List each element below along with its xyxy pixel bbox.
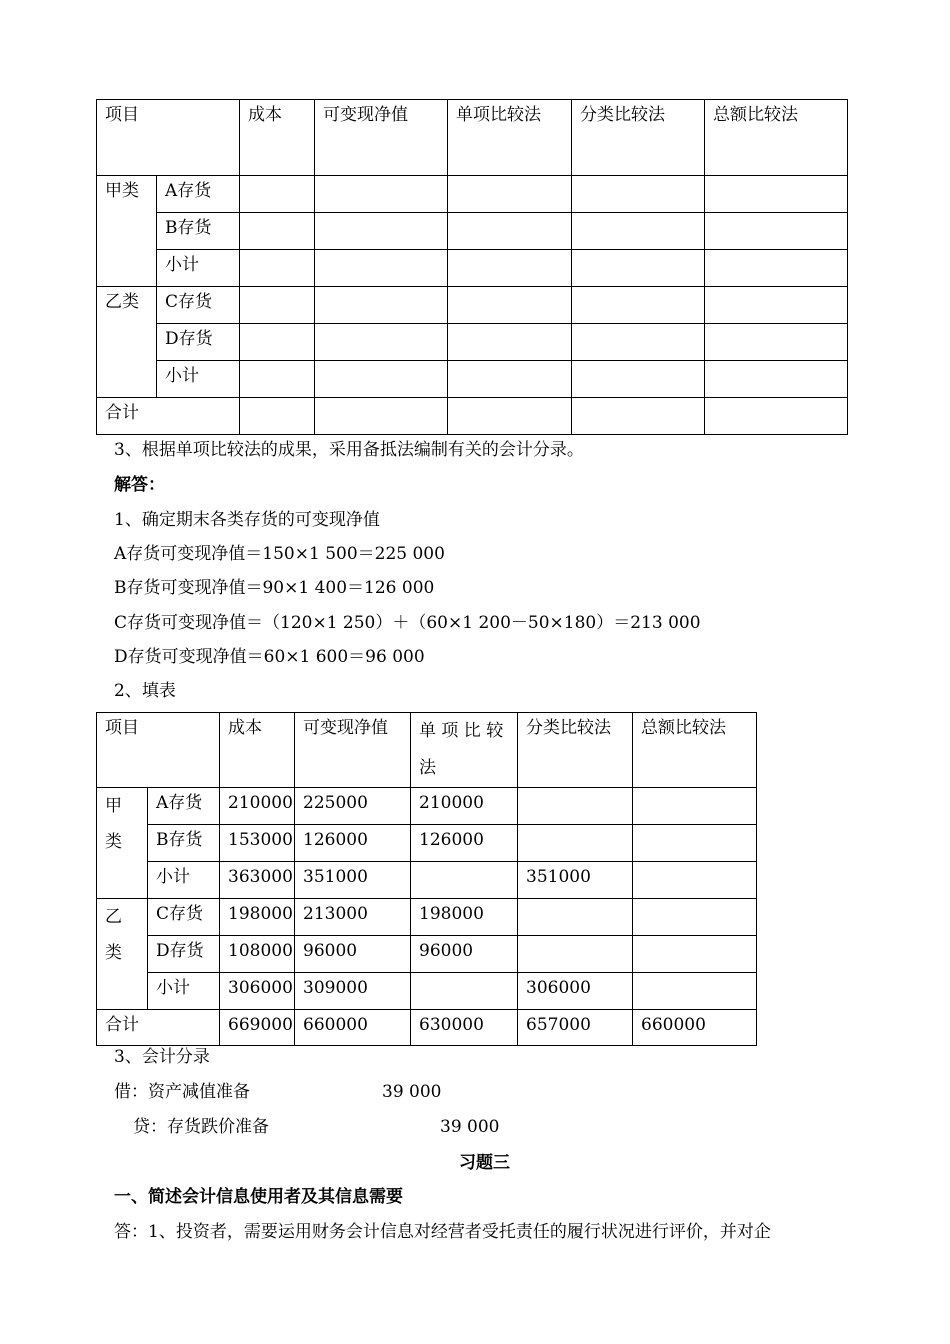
category-method-cell: 351000 bbox=[518, 862, 633, 899]
category-method-cell: 657000 bbox=[518, 1010, 633, 1046]
row-item-label: C存货 bbox=[157, 287, 240, 324]
table-cell bbox=[705, 287, 848, 324]
credit-amount: 39 000 bbox=[440, 1117, 500, 1137]
group-yi-label: 乙类 bbox=[97, 287, 157, 398]
table-cell bbox=[448, 398, 572, 435]
header-category-method: 分类比较法 bbox=[518, 713, 633, 788]
inventory-table-filled bbox=[96, 712, 757, 1046]
table-cell bbox=[572, 213, 705, 250]
total-method-cell bbox=[633, 973, 757, 1010]
table-cell bbox=[448, 213, 572, 250]
table-cell bbox=[240, 361, 315, 398]
table-cell bbox=[705, 398, 848, 435]
category-method-cell: 306000 bbox=[518, 973, 633, 1010]
header-single-method-line2: 法 bbox=[419, 758, 436, 778]
header-nrv: 可变现净值 bbox=[315, 100, 448, 176]
total-method-cell: 660000 bbox=[633, 1010, 757, 1046]
row-item-label: C存货 bbox=[148, 899, 220, 936]
group-label-char: 类 bbox=[105, 832, 122, 852]
nrv-cell: 351000 bbox=[295, 862, 411, 899]
row-item-label: 小计 bbox=[157, 250, 240, 287]
group-jia-label bbox=[97, 788, 148, 899]
nrv-cell: 660000 bbox=[295, 1010, 411, 1046]
table-cell bbox=[572, 176, 705, 213]
table-cell bbox=[315, 398, 448, 435]
table-cell bbox=[705, 250, 848, 287]
header-total-method: 总额比较法 bbox=[633, 713, 757, 788]
table-cell bbox=[572, 287, 705, 324]
total-method-cell bbox=[633, 788, 757, 825]
question-3-text: 3、根据单项比较法的成果，采用备抵法编制有关的会计分录。 bbox=[114, 440, 584, 460]
nrv-cell: 126000 bbox=[295, 825, 411, 862]
single-method-cell bbox=[411, 973, 518, 1010]
table-cell bbox=[240, 324, 315, 361]
table-cell bbox=[240, 398, 315, 435]
cost-cell: 363000 bbox=[220, 862, 295, 899]
row-item-label: 小计 bbox=[157, 361, 240, 398]
nrv-cell: 96000 bbox=[295, 936, 411, 973]
category-method-cell bbox=[518, 899, 633, 936]
group-yi-label bbox=[97, 899, 148, 1010]
c-inventory-nrv: C存货可变现净值＝（120×1 250）＋（60×1 200－50×180）＝213 000 bbox=[114, 613, 701, 633]
cost-cell: 153000 bbox=[220, 825, 295, 862]
row-item-label: A存货 bbox=[157, 176, 240, 213]
header-item: 项目 bbox=[97, 100, 240, 176]
credit-label: 贷：存货跌价准备 bbox=[133, 1117, 269, 1137]
single-method-cell: 126000 bbox=[411, 825, 518, 862]
table-cell bbox=[240, 176, 315, 213]
b-inventory-nrv: B存货可变现净值＝90×1 400＝126 000 bbox=[114, 578, 435, 598]
row-item-label: 小计 bbox=[148, 862, 220, 899]
step-3-text: 3、会计分录 bbox=[114, 1047, 210, 1067]
header-cost: 成本 bbox=[240, 100, 315, 176]
group-label-char: 类 bbox=[105, 943, 122, 963]
table-cell bbox=[240, 250, 315, 287]
single-method-cell: 210000 bbox=[411, 788, 518, 825]
a-inventory-nrv: A存货可变现净值＝150×1 500＝225 000 bbox=[114, 544, 445, 564]
cost-cell: 306000 bbox=[220, 973, 295, 1010]
nrv-cell: 309000 bbox=[295, 973, 411, 1010]
table-cell bbox=[705, 176, 848, 213]
table-cell bbox=[315, 213, 448, 250]
single-method-cell: 198000 bbox=[411, 899, 518, 936]
nrv-cell: 213000 bbox=[295, 899, 411, 936]
nrv-cell: 225000 bbox=[295, 788, 411, 825]
header-single-method-line1: 单 项 比 较 bbox=[419, 721, 504, 741]
table-cell bbox=[705, 213, 848, 250]
single-method-cell: 630000 bbox=[411, 1010, 518, 1046]
header-single-method bbox=[411, 713, 518, 788]
group-jia-label: 甲类 bbox=[97, 176, 157, 287]
category-method-cell bbox=[518, 825, 633, 862]
total-row-label: 合计 bbox=[97, 1010, 220, 1046]
cost-cell: 669000 bbox=[220, 1010, 295, 1046]
table-cell bbox=[448, 324, 572, 361]
group-label-char: 甲 bbox=[105, 796, 122, 816]
total-method-cell bbox=[633, 862, 757, 899]
total-method-cell bbox=[633, 825, 757, 862]
header-nrv: 可变现净值 bbox=[295, 713, 411, 788]
table-cell bbox=[448, 250, 572, 287]
cost-cell: 198000 bbox=[220, 899, 295, 936]
table-cell bbox=[315, 250, 448, 287]
question-1-answer: 答：1、投资者，需要运用财务会计信息对经营者受托责任的履行状况进行评价，并对企 bbox=[114, 1222, 771, 1242]
d-inventory-nrv: D存货可变现净值＝60×1 600＝96 000 bbox=[114, 647, 425, 667]
header-item: 项目 bbox=[97, 713, 220, 788]
table-cell bbox=[572, 324, 705, 361]
header-single-method: 单项比较法 bbox=[448, 100, 572, 176]
row-item-label: B存货 bbox=[157, 213, 240, 250]
total-method-cell bbox=[633, 899, 757, 936]
single-method-cell: 96000 bbox=[411, 936, 518, 973]
cost-cell: 210000 bbox=[220, 788, 295, 825]
table-cell bbox=[448, 287, 572, 324]
table-cell bbox=[448, 176, 572, 213]
row-item-label: D存货 bbox=[148, 936, 220, 973]
table-cell bbox=[315, 361, 448, 398]
header-category-method: 分类比较法 bbox=[572, 100, 705, 176]
table-cell bbox=[572, 398, 705, 435]
header-total-method: 总额比较法 bbox=[705, 100, 848, 176]
row-item-label: B存货 bbox=[148, 825, 220, 862]
total-row-label: 合计 bbox=[97, 398, 240, 435]
table-cell bbox=[705, 361, 848, 398]
exercise-title: 习题三 bbox=[459, 1153, 510, 1173]
table-cell bbox=[240, 213, 315, 250]
row-item-label: 小计 bbox=[148, 973, 220, 1010]
total-method-cell bbox=[633, 936, 757, 973]
category-method-cell bbox=[518, 788, 633, 825]
row-item-label: D存货 bbox=[157, 324, 240, 361]
table-cell bbox=[572, 361, 705, 398]
table-cell bbox=[705, 324, 848, 361]
table-cell bbox=[240, 287, 315, 324]
question-1-heading: 一、简述会计信息使用者及其信息需要 bbox=[114, 1187, 403, 1207]
group-label-char: 乙 bbox=[105, 907, 122, 927]
table-cell bbox=[572, 250, 705, 287]
cost-cell: 108000 bbox=[220, 936, 295, 973]
step-1-text: 1、确定期末各类存货的可变现净值 bbox=[114, 510, 380, 530]
table-cell bbox=[315, 324, 448, 361]
header-cost: 成本 bbox=[220, 713, 295, 788]
debit-label: 借：资产减值准备 bbox=[114, 1082, 250, 1102]
single-method-cell bbox=[411, 862, 518, 899]
step-2-text: 2、填表 bbox=[114, 681, 176, 701]
row-item-label: A存货 bbox=[148, 788, 220, 825]
inventory-table-blank bbox=[96, 99, 848, 435]
debit-amount: 39 000 bbox=[382, 1082, 442, 1102]
table-cell bbox=[315, 176, 448, 213]
table-cell bbox=[448, 361, 572, 398]
category-method-cell bbox=[518, 936, 633, 973]
answer-heading: 解答： bbox=[114, 475, 165, 495]
table-cell bbox=[315, 287, 448, 324]
